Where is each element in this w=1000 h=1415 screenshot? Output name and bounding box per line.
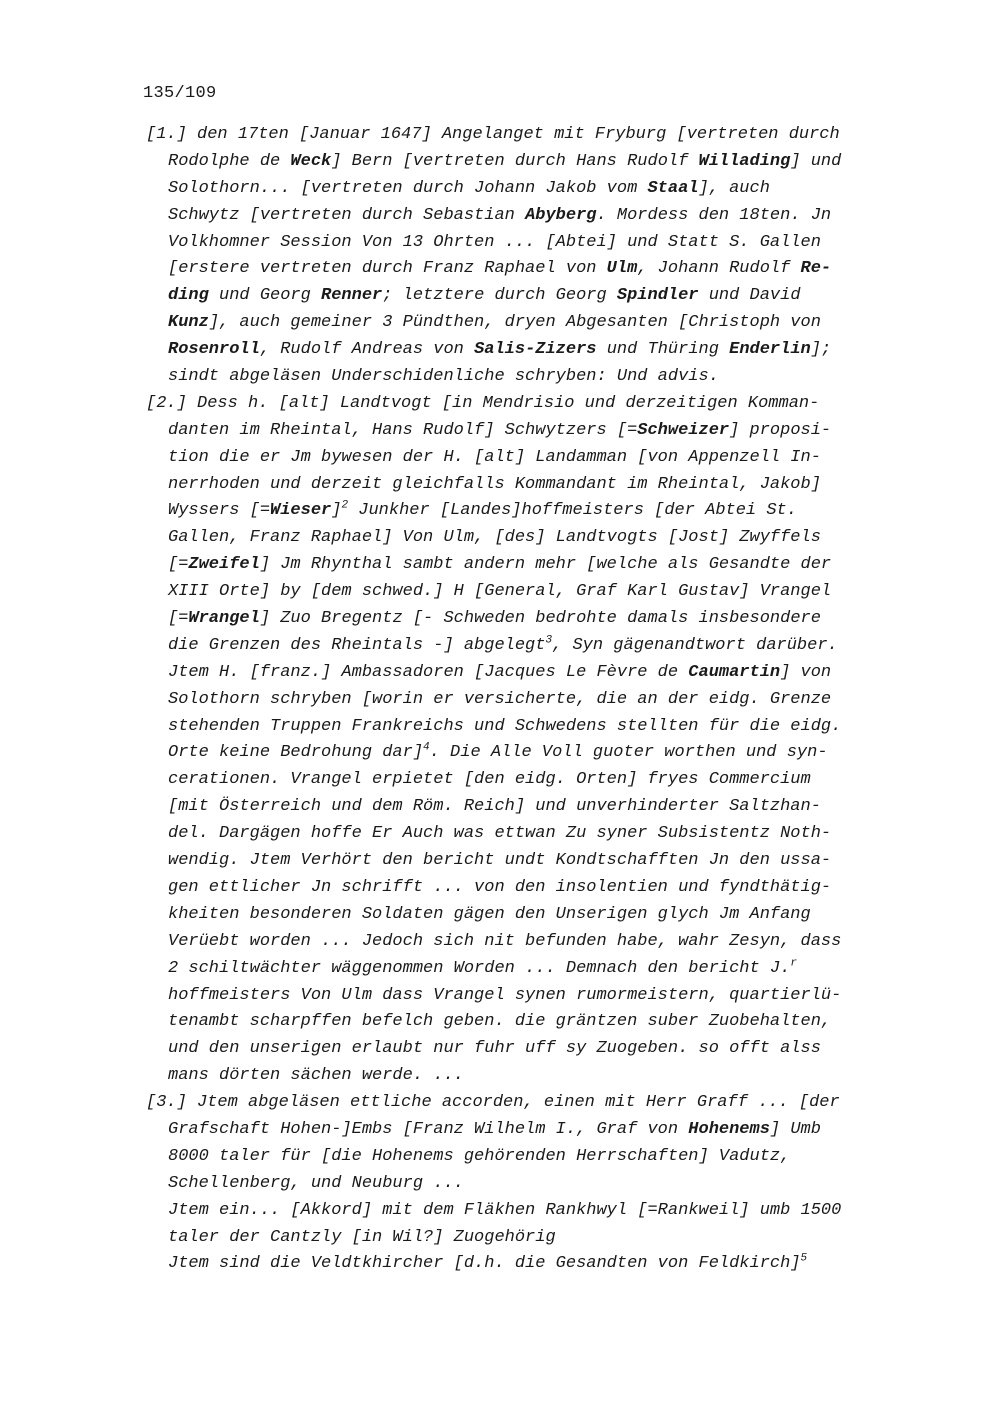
text-line: stehenden Truppen Frankreichs und Schwedens stellten für die eidg. — [168, 716, 842, 736]
text-line: tenambt scharpffen befelch geben. die gräntzen suber Zuobehalten, — [168, 1012, 832, 1032]
person-name: Abyberg — [525, 205, 597, 225]
footnote-ref: 2 — [341, 499, 349, 512]
text-line: danten im Rheintal, Hans Rudolf] Schwytzers [=Schweizer] proposi- — [168, 420, 832, 440]
person-name: Enderlin — [729, 340, 811, 360]
text-line: wendig. Jtem Verhört den bericht undt Kondtschafften Jn den ussa- — [168, 851, 832, 871]
text-line: sindt abgeläsen Underschidenliche schryben: Und advis. — [168, 367, 719, 387]
person-name: Hohenems — [688, 1119, 770, 1139]
person-name: Renner — [321, 286, 383, 306]
person-name: ding — [168, 286, 209, 306]
text-line: del. Dargägen hoffe Er Auch was ettwan Zu syner Subsistentz Noth- — [168, 824, 832, 844]
text-line: cerationen. Vrangel erpietet [den eidg. Orten] fryes Commercium — [168, 770, 811, 790]
text-line: Kunz], auch gemeiner 3 Pündthen, dryen Abgesanten [Christoph von — [168, 313, 821, 333]
person-name: Willading — [698, 151, 791, 171]
person-name: Weck — [290, 151, 332, 171]
text-line: mans dörten sächen werde. ... — [168, 1066, 464, 1086]
person-name: Spindler — [616, 286, 699, 306]
protocol-entries — [146, 122, 906, 1278]
text-line: Solothorn schryben [worin er versicherte, die an der eidg. Grenze — [168, 689, 832, 709]
footnote-ref: 3 — [545, 634, 553, 647]
person-name: Rosenroll — [168, 340, 260, 360]
text-line: kheiten besonderen Soldaten gägen den Unserigen glych Jm Anfang — [168, 904, 811, 924]
person-name: Kunz — [168, 313, 209, 333]
text-line: die Grenzen des Rheintals -] abgelegt$^3$, Syn gägenandtwort darüber. — [168, 634, 838, 655]
text-line: Orte keine Bedrohung dar]$^4$. Die Alle Voll guoter worthen und syn- — [168, 741, 828, 763]
text-line: gen ettlicher Jn schrifft ... von den insolentien und fyndthätig- — [168, 877, 832, 897]
text-line: [3.] Jtem abgeläsen ettliche accorden, einen mit Herr Graff ... [der — [146, 1093, 840, 1113]
text-line: 8000 taler für [die Hohenems gehörenden Herrschaften] Vadutz, — [168, 1146, 791, 1166]
text-line: 2 schiltwächter wäggenommen Worden ... Demnach den bericht J.$^r$ — [168, 956, 797, 978]
footnote-ref: 5 — [800, 1252, 808, 1265]
text-line: [=Wrangel] Zuo Bregentz [- Schweden bedrohte damals insbesondere — [168, 609, 821, 629]
text-line: [mit Österreich und dem Röm. Reich] und unverhinderter Saltzhan- — [168, 797, 821, 817]
text-line: Schellenberg, und Neuburg ... — [168, 1173, 464, 1193]
text-line: taler der Cantzly [in Wil?] Zuogehörig — [168, 1227, 556, 1247]
text-line: Solothorn... [vertreten durch Johann Jakob vom Staal], auch — [168, 178, 770, 198]
text-line: Jtem sind die Veldtkhircher [d.h. die Gesandten von Feldkirch]$^5$ — [168, 1252, 808, 1274]
text-line: [2.] Dess h. [alt] Landtvogt [in Mendrisio und derzeitigen Komman- — [146, 393, 820, 413]
text-line: tion die er Jm bywesen der H. [alt] Landamman [von Appenzell In- — [168, 447, 821, 467]
person-name: Zweifel — [188, 555, 260, 575]
text-line: Jtem ein... [Akkord] mit dem Fläkhen Rankhwyl [=Rankweil] umb 1500 — [168, 1200, 842, 1220]
text-line: nerrhoden und derzeit gleichfalls Kommandant im Rheintal, Jakob] — [168, 474, 821, 494]
page-number: 135/109 — [143, 84, 217, 103]
text-line: und den unserigen erlaubt nur fuhr uff sy Zuogeben. so offt alss — [168, 1039, 821, 1059]
footnote-ref: r — [790, 956, 797, 969]
text-line: ding und Georg Renner; letztere durch Georg Spindler und David — [168, 286, 801, 306]
text-line: Volkhomner Session Von 13 Ohrten ... [Abtei] und Statt S. Gallen — [168, 232, 821, 252]
text-line: hoffmeisters Von Ulm dass Vrangel synen rumormeistern, quartierlü- — [168, 985, 842, 1005]
text-line: Gallen, Franz Raphael] Von Ulm, [des] Landtvogts [Jost] Zwyffels — [168, 528, 821, 548]
person-name: Wrangel — [188, 609, 260, 629]
text-line: Grafschaft Hohen-]Embs [Franz Wilhelm I., Graf von Hohenems] Umb — [168, 1119, 821, 1139]
person-name: Wieser — [270, 501, 332, 521]
text-line: Wyssers [=Wieser]$^2$ Junkher [Landes]hoffmeisters [der Abtei St. — [168, 499, 797, 521]
person-name: Ulm — [606, 259, 638, 279]
text-line: Schwytz [vertreten durch Sebastian Abyberg. Mordess den 18ten. Jn — [168, 205, 832, 225]
text-line: Rodolphe de Weck] Bern [vertreten durch Hans Rudolf Willading] und — [168, 151, 842, 171]
person-name: Re- — [800, 259, 832, 279]
person-name: Schweizer — [637, 420, 730, 440]
text-line: Jtem H. [franz.] Ambassadoren [Jacques Le Fèvre de Caumartin] von — [168, 662, 832, 682]
text-line: [=Zweifel] Jm Rhynthal sambt andern mehr [welche als Gesandte der — [168, 555, 832, 575]
person-name: Staal — [647, 178, 699, 198]
person-name: Caumartin — [688, 662, 781, 682]
person-name: Salis-Zizers — [474, 340, 597, 360]
text-line: Rosenroll, Rudolf Andreas von Salis-Zizers und Thüring Enderlin]; — [168, 340, 832, 360]
footnote-ref: 4 — [423, 741, 430, 754]
text-line: [erstere vertreten durch Franz Raphael von Ulm, Johann Rudolf Re- — [168, 259, 832, 279]
text-line: XIII Orte] by [dem schwed.] H [General, Graf Karl Gustav] Vrangel — [168, 582, 832, 602]
text-line: [1.] den 17ten [Januar 1647] Angelanget mit Fryburg [vertreten durch — [146, 125, 840, 144]
text-line: Verüebt worden ... Jedoch sich nit befunden habe, wahr Zesyn, dass — [168, 931, 842, 951]
